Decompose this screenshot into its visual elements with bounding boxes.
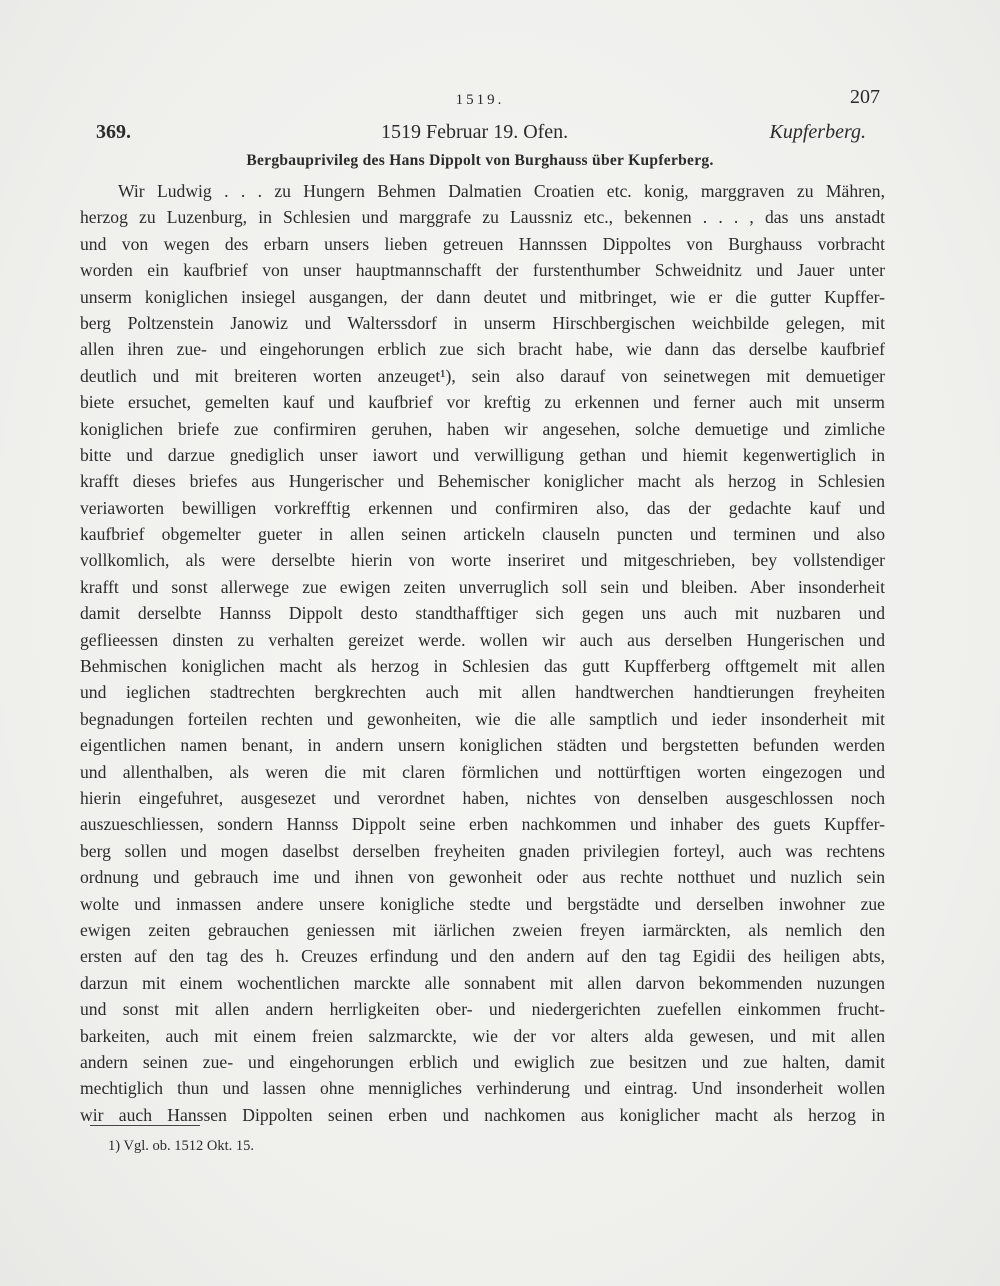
footnote: [108, 1138, 254, 1155]
document-date-place: 1519 Februar 19. Ofen.: [381, 121, 569, 143]
footnote-divider: [90, 1125, 200, 1126]
document-number: 369.: [96, 121, 131, 143]
body-line: begnadungen forteilen rechten und gewonheiten, wie die alle samptlich und ieder insonderheit mit: [80, 708, 885, 729]
body-line: und allenthalben, als weren die mit claren förmlichen und nottürftigen worten eingezogen und: [80, 761, 885, 782]
body-line: eigentlichen namen benant, in andern unsern koniglichen städten und bergstetten befunden werden: [80, 735, 885, 756]
body-line: koniglichen briefe zue confirmiren geruhen, haben wir angesehen, solche demuetige und zimliche: [80, 418, 885, 439]
running-header-year: 1519.: [455, 92, 505, 108]
body-line: herzog zu Luzenburg, in Schlesien und marggrafe zu Laussniz etc., bekennen . . . , das uns anstadt: [80, 207, 885, 228]
body-line: Behmischen koniglichen macht als herzog in Schlesien das gutt Kupfferberg offtgemelt mit allen: [80, 656, 885, 677]
body-line: allen ihren zue- und eingehorungen erblich zue sich bracht habe, wie dann das derselbe kaufbrief: [80, 339, 885, 360]
body-line: wolte und inmassen andere unsere konigliche stedte und bergstädte und derselben inwohner zue: [80, 893, 885, 914]
body-line: und sonst mit allen andern herrligkeiten ober- und niedergerichten zuefellen einkommen frucht-: [80, 999, 885, 1020]
body-line: darzun mit einem wochentlichen marckte alle sonnabent mit allen darvon bekommenden nuzungen: [80, 972, 885, 993]
body-line: hierin eingefuhret, ausgesezet und verordnet haben, nichtes von denselben ausgeschlossen noch: [80, 787, 885, 808]
body-line: andern seinen zue- und eingehorungen erblich und ewiglich zue besitzen und zue halten, damit: [80, 1051, 885, 1072]
body-line: deutlich und mit breiteren worten anzeuget¹), sein also darauf von seinetwegen mit demuetiger: [80, 365, 885, 386]
document-header: [96, 121, 866, 149]
document-subject-place: Kupferberg.: [769, 121, 866, 143]
body-line: bitte und darzue gnediglich unser iawort und verwilligung gethan und hiemit kegenwertiglich in: [80, 444, 885, 465]
body-line: Wir Ludwig . . . zu Hungern Behmen Dalmatien Croatien etc. konig, marggraven zu Mähren,: [118, 181, 885, 201]
body-line: krafft und sonst allerwege zue ewigen zeiten unverruglich soll sein und bleiben. Aber insonderheit: [80, 576, 885, 597]
body-line: ordnung und gebrauch ime und ihnen von gewonheit oder aus rechte notthuet und nuzlich sein: [80, 867, 885, 888]
body-line: kaufbrief obgemelter gueter in allen seinen artickeln clauseln puncten und terminen und also: [80, 524, 885, 545]
body-line: damit derselbte Hannss Dippolt desto standthafftiger sich gegen uns auch mit nuzbaren und: [80, 603, 885, 624]
body-line: biete ersuchet, gemelten kauf und kaufbrief vor kreftig zu erkennen und ferner auch mit unserm: [80, 392, 885, 413]
body-line: vollkomlich, als were derselbte hierin von worte inseriret und mitgeschrieben, bey vollstendiger: [80, 550, 885, 571]
body-line: ersten auf den tag des h. Creuzes erfindung und den andern auf den tag Egidii des heiligen abts,: [80, 946, 885, 967]
body-line: wir auch Hanssen Dippolten seinen erben und nachkomen aus koniglicher macht als herzog in: [80, 1104, 885, 1125]
body-line: mechtiglich thun und lassen ohne mennigliches verhinderung und eintrag. Und insonderheit wollen: [80, 1078, 885, 1099]
document-body: [80, 178, 885, 1128]
page-number: 207: [850, 86, 880, 108]
body-line: worden ein kaufbrief von unser hauptmannschafft der furstenthumber Schweidnitz und Jauer unter: [80, 260, 885, 281]
body-line: ewigen zeiten gebrauchen geniessen mit iärlichen zweien freyen iarmärckten, als nemlich den: [80, 919, 885, 940]
body-line: krafft dieses briefes aus Hungerischer und Behemischer koniglicher macht als herzog in Schlesien: [80, 471, 885, 492]
body-line: berg sollen und mogen daselbst derselben freyheiten gnaden privilegien forteyl, auch was rechtens: [80, 840, 885, 861]
footnote-text: Vgl. ob. 1512 Okt. 15.: [123, 1138, 254, 1154]
body-line: unserm koniglichen insiegel ausgangen, der dann deutet und mitbringet, wie er die gutter Kupffer-: [80, 286, 885, 307]
body-line: auszueschliessen, sondern Hannss Dippolt seine erben nachkommen und inhaber des guets Kupffer-: [80, 814, 885, 835]
body-line: berg Poltzenstein Janowiz und Walterssdorf in unserm Hirschbergischen weichbilde gelegen, mit: [80, 312, 885, 333]
body-line: barkeiten, auch mit einem freien salzmarckte, wie der vor alters alda gewesen, und mit allen: [80, 1025, 885, 1046]
body-line: und von wegen des erbarn unsers lieben getreuen Hannssen Dippoltes von Burghauss vorbracht: [80, 233, 885, 254]
document-title: Bergbauprivileg des Hans Dippolt von Burghauss über Kupferberg.: [246, 152, 714, 169]
body-line: veriaworten bewilligen vorkrefftig erkennen und confirmiren also, das der gedachte kauf und: [80, 497, 885, 518]
footnote-marker: 1): [108, 1138, 121, 1154]
body-line: und ieglichen stadtrechten bergkrechten auch mit allen handtwerchen handtierungen freyheiten: [80, 682, 885, 703]
body-line: geflieessen dinsten zu verhalten gereizet werde. wollen wir auch aus derselben Hungerischen und: [80, 629, 885, 650]
